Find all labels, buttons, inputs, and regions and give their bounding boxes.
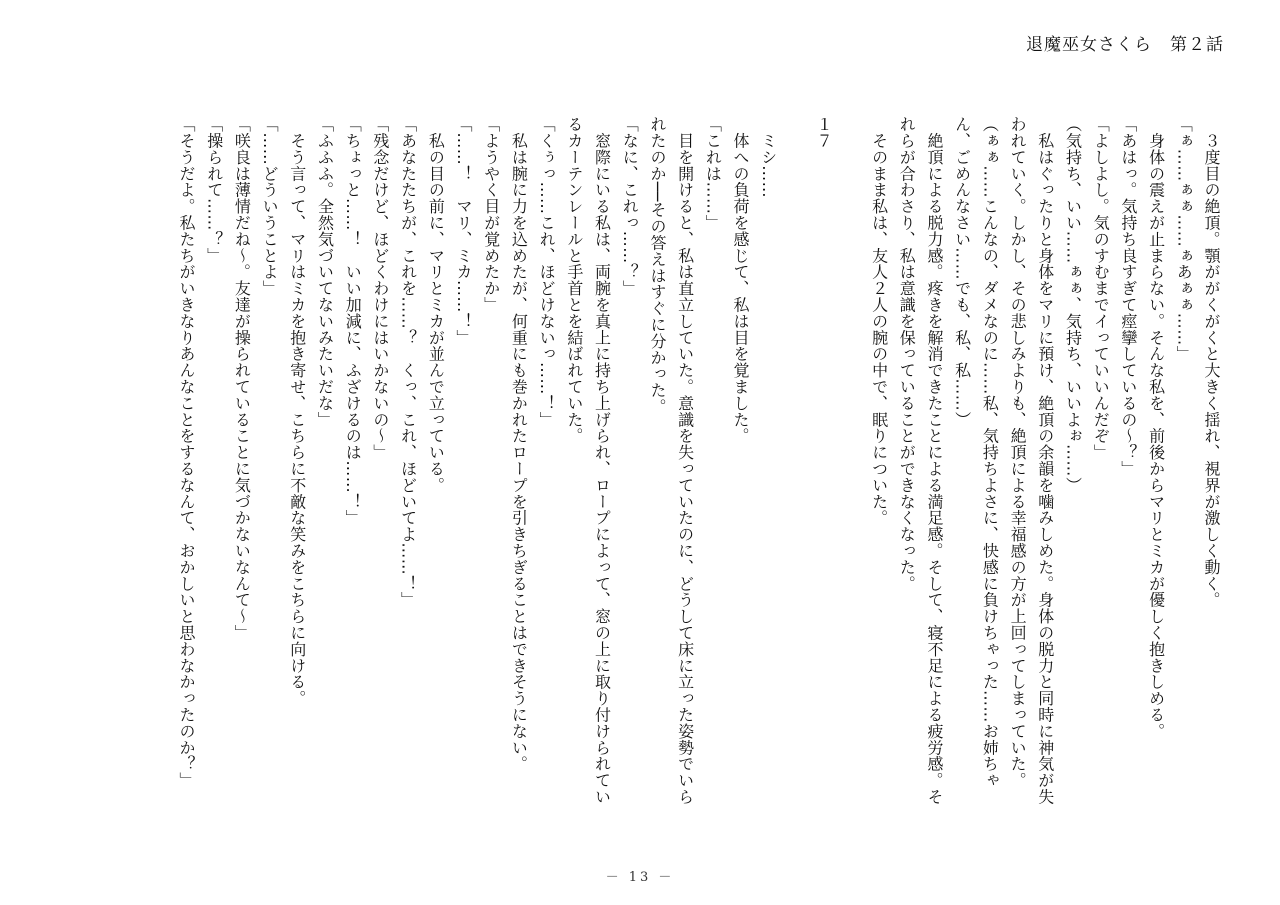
paragraph: 「……どういうことよ」 <box>260 116 280 297</box>
page-number: － 13 － <box>605 870 675 885</box>
paragraph: 「くぅっ……これ、ほどけないっ……！」 <box>537 116 557 428</box>
paragraph: ミシ…… <box>758 116 778 198</box>
paragraph: （気持ち、いい……ぁぁ、気持ち、いいよぉ……） <box>1063 116 1083 494</box>
paragraph: 目を開けると、私は直立していた。意識を失っていたのに、どうして床に立った姿勢でいられたのか──その答えはすぐに分かった。 <box>647 116 695 805</box>
paragraph: そう言って、マリはミカを抱き寄せ、こちらに不敵な笑みをこちらに向ける。 <box>287 116 307 707</box>
paragraph: （ぁぁ……こんなの、ダメなのに……私、気持ちよさに、快感に負けちゃった……お姉ちゃん、ごめんなさい……でも、私、私……） <box>952 116 1000 789</box>
paragraph-spacer <box>837 116 865 816</box>
paragraph: 「ようやく目が覚めたか」 <box>481 116 501 313</box>
paragraph: 私の目の前に、マリとミカが並んで立っている。 <box>426 116 446 494</box>
paragraph: ３度目の絶頂。顎ががくがくと大きく揺れ、視界が激しく動く。 <box>1202 116 1221 608</box>
paragraph: 「これは……」 <box>703 116 723 231</box>
paragraph-spacer <box>782 116 810 816</box>
paragraph: 「よしよし。気のすむまでイっていいんだぞ」 <box>1091 116 1111 461</box>
paragraph: 「咲良は薄情だね～。友達が操られていることに気づかないなんて～」 <box>232 116 252 641</box>
paragraph: そのまま私は、友人２人の腕の中で、眠りについた。 <box>869 116 889 526</box>
paragraph: 「ふふふ。全然気づいてないみたいだな」 <box>315 116 335 428</box>
paragraph: 「あはっ。気持ち良すぎて痙攣しているの～？」 <box>1118 116 1138 477</box>
paragraph: 「あなたたちが、これを……？ くっ、これ、ほどいてよ……！」 <box>398 116 418 608</box>
header-title: 退魔巫女さくら 第２話 <box>1026 35 1224 55</box>
paragraph: 「ぁ……ぁぁ……ぁあぁぁ……」 <box>1174 116 1194 362</box>
vertical-text-body <box>60 116 1225 816</box>
paragraph: 「操られて……？」 <box>204 116 224 264</box>
paragraph: 身体の震えが止まらない。そんな私を、前後からマリとミカが優しく抱きしめる。 <box>1146 116 1166 740</box>
chapter-number: １７ <box>814 116 834 149</box>
paragraph: 「ちょっと……！ いい加減に、ふざけるのは……！」 <box>343 116 363 526</box>
paragraph: 「……！ マリ、ミカ……！」 <box>454 116 474 346</box>
paragraph: 「なに、これっ……？」 <box>620 116 640 297</box>
paragraph: 「そうだよ。私たちがいきなりあんなことをするなんて、おかしいと思わなかったのか？」 <box>176 116 196 789</box>
paragraph: 絶頂による脱力感。疼きを解消できたことによる満足感。そして、寝不足による疲労感。それらが合わさり、私は意識を保っていることができなくなった。 <box>897 116 944 805</box>
paragraph: 私はぐったりと身体をマリに預け、絶頂の余韻を噛みしめた。身体の脱力と同時に神気が失われていく。しかし、その悲しみよりも、絶頂による幸福感の方が上回ってしまっていた。 <box>1008 116 1055 805</box>
paragraph: 私は腕に力を込めたが、何重にも巻かれたロープを引きちぎることはできそうにない。 <box>509 116 529 772</box>
paragraph: 体への負荷を感じて、私は目を覚ました。 <box>731 116 751 444</box>
paragraph: 「残念だけど、ほどくわけにはいかないの～」 <box>370 116 390 461</box>
paragraph: 窓際にいる私は、両腕を真上に持ち上げられ、ロープによって、窓の上に取り付けられているカーテンレールと手首とを結ばれていた。 <box>564 116 612 805</box>
